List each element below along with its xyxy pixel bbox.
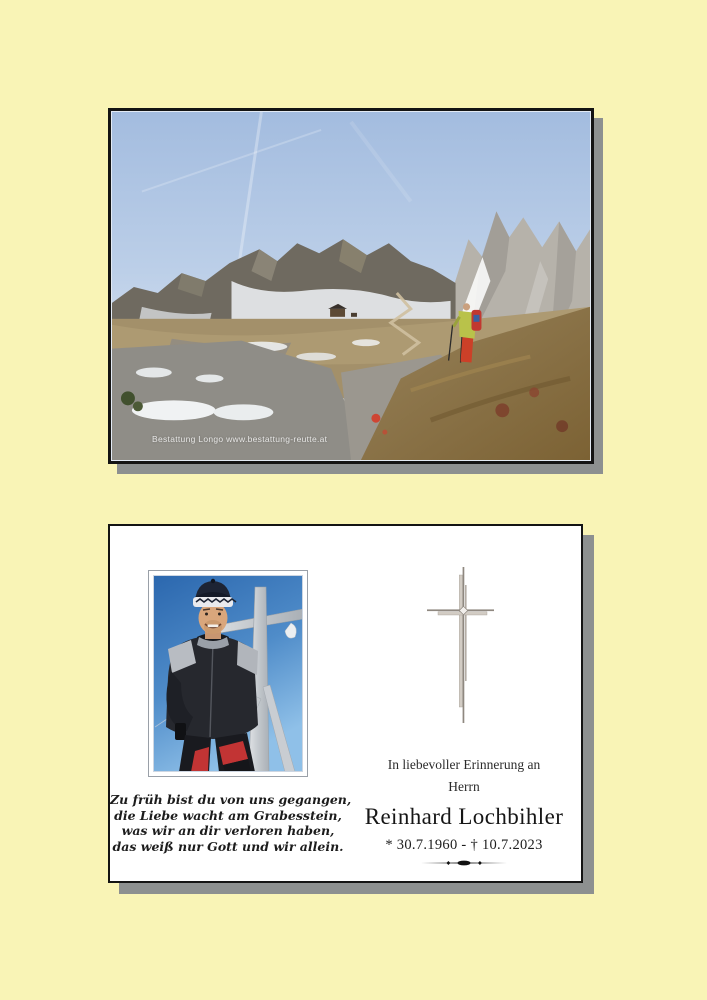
memorial-text-block: [346, 757, 582, 872]
birth-death-dates: * 30.7.1960 - † 10.7.2023: [385, 836, 543, 853]
portrait-photo-frame: [148, 570, 308, 777]
landscape-photo: [111, 111, 591, 461]
deceased-name: Reinhard Lochbihler: [364, 803, 564, 829]
poem-line: was wir an dir verloren haben,: [121, 823, 335, 839]
intro-line: In liebevoller Erinnerung an: [387, 757, 541, 772]
memorial-poem: [110, 792, 352, 854]
poem-line: das weiß nur Gott und wir allein.: [112, 838, 344, 854]
landscape-photo-frame: [108, 108, 594, 464]
memorial-cross-icon: [427, 566, 501, 724]
portrait-graphic: [153, 575, 303, 772]
mountain-scene-graphic: [112, 112, 590, 460]
poem-line: die Liebe wacht am Grabesstein,: [114, 807, 342, 823]
memorial-card: [108, 524, 583, 883]
photo-watermark: Bestattung Longo www.bestattung-reutte.at: [152, 434, 328, 444]
salutation-line: Herrn: [448, 778, 480, 794]
poem-line: Zu früh bist du von uns gegangen,: [110, 792, 352, 807]
portrait-photo: [153, 575, 303, 772]
ornamental-divider: [421, 859, 507, 867]
